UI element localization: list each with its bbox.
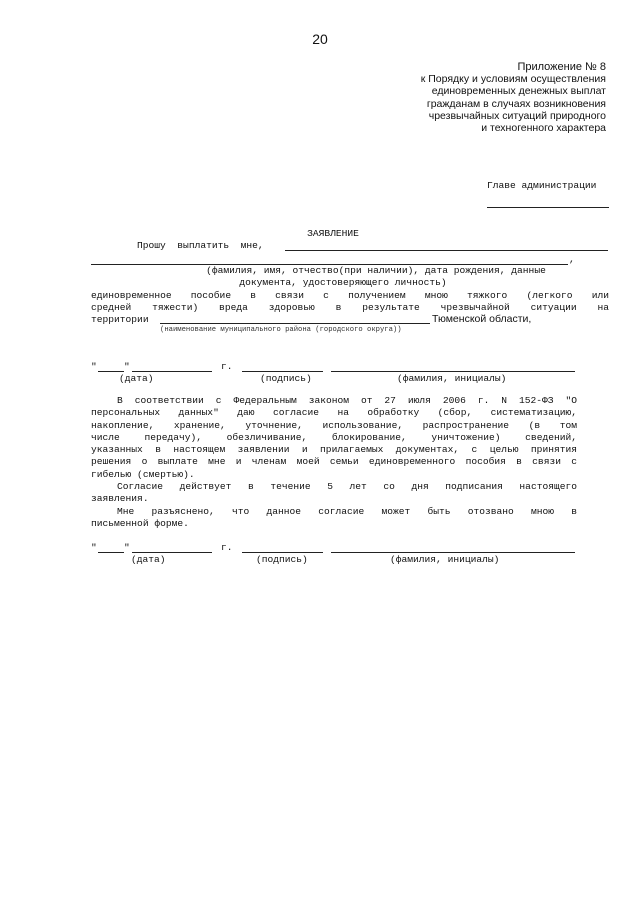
appendix-line: и техногенного характера — [481, 122, 606, 135]
appendix-title: Приложение № 8 — [517, 61, 606, 73]
month-blank-2[interactable] — [132, 552, 212, 553]
consent-line: персональных данных" даю согласие на обработку (сбор, систематизацию, — [91, 407, 577, 419]
year-suffix-2: г. — [221, 542, 233, 553]
consent-line: накопление, хранение, уточнение, использование, распространение (в том — [91, 419, 577, 431]
body-line-1: единовременное пособие в связи с получением мною тяжкого (легкого или — [91, 290, 609, 301]
consent-line: Мне разъяснено, что данное согласие может быть отозвано мною в — [117, 505, 577, 517]
comma: , — [569, 254, 575, 265]
consent-line: числе передачу), обезличивание, блокирование, уничтожение) сведений, — [91, 431, 577, 443]
consent-line: письменной форме. — [91, 517, 189, 529]
fullname-caption-1: (фамилия, имя, отчество(при наличии), дата рождения, данные — [206, 265, 546, 276]
request-text: Прошу выплатить мне, — [137, 240, 264, 251]
date-caption: (дата) — [119, 373, 154, 384]
year-suffix: г. — [221, 361, 233, 372]
district-blank[interactable] — [160, 323, 430, 324]
consent-line: указанных в настоящем заявлении и прилагаемых документах, с целью принятия — [91, 444, 577, 456]
consent-paragraph — [91, 395, 577, 530]
name-blank[interactable] — [331, 371, 575, 372]
addressee: Главе администрации — [487, 180, 597, 191]
appendix-line: к Порядку и условиям осуществления — [420, 73, 606, 86]
signature-caption: (подпись) — [260, 373, 312, 384]
name-blank-2[interactable] — [331, 552, 575, 553]
appendix-line: гражданам в случаях возникновения — [426, 97, 606, 110]
name-caption: (фамилия, инициалы) — [397, 373, 507, 384]
date-quote-close: " — [124, 361, 130, 372]
territory-label: территории — [91, 314, 149, 325]
district-caption: (наименование муниципального района (городского округа)) — [160, 326, 402, 334]
day-blank-2[interactable] — [98, 552, 124, 553]
date-quote-close-2: " — [124, 542, 130, 553]
date-quote-open-2: " — [91, 542, 97, 553]
fullname-blank[interactable] — [285, 250, 608, 251]
signature-caption-2: (подпись) — [256, 554, 308, 565]
consent-line: заявления. — [91, 493, 149, 505]
month-blank[interactable] — [132, 371, 212, 372]
appendix-line: чрезвычайных ситуаций природного — [428, 109, 606, 122]
signature-blank[interactable] — [242, 371, 323, 372]
region: Тюменской области, — [432, 313, 532, 325]
date-caption-2: (дата) — [131, 554, 166, 565]
fullname-caption-2: документа, удостоверяющего личность) — [239, 277, 447, 288]
name-caption-2: (фамилия, инициалы) — [390, 554, 500, 565]
consent-line: Согласие действует в течение 5 лет со дня подписания настоящего — [117, 481, 577, 493]
date-quote-open: " — [91, 361, 97, 372]
appendix-header — [421, 61, 606, 134]
signature-blank-2[interactable] — [242, 552, 323, 553]
day-blank[interactable] — [98, 371, 124, 372]
consent-line: гибелью (смертью). — [91, 468, 195, 480]
page-number: 20 — [312, 31, 328, 47]
appendix-line: единовременных денежных выплат — [431, 85, 606, 98]
addressee-blank[interactable] — [487, 207, 609, 208]
consent-line: В соответствии с Федеральным законом от 27 июля 2006 г. N 152-ФЗ "О — [117, 395, 577, 406]
consent-line: решения о выплате мне и членам моей семьи единовременного пособия в связи с — [91, 456, 577, 468]
body-line-2: средней тяжести) вреда здоровью в результате чрезвычайной ситуации на — [91, 302, 609, 313]
statement-title: ЗАЯВЛЕНИЕ — [307, 228, 359, 239]
